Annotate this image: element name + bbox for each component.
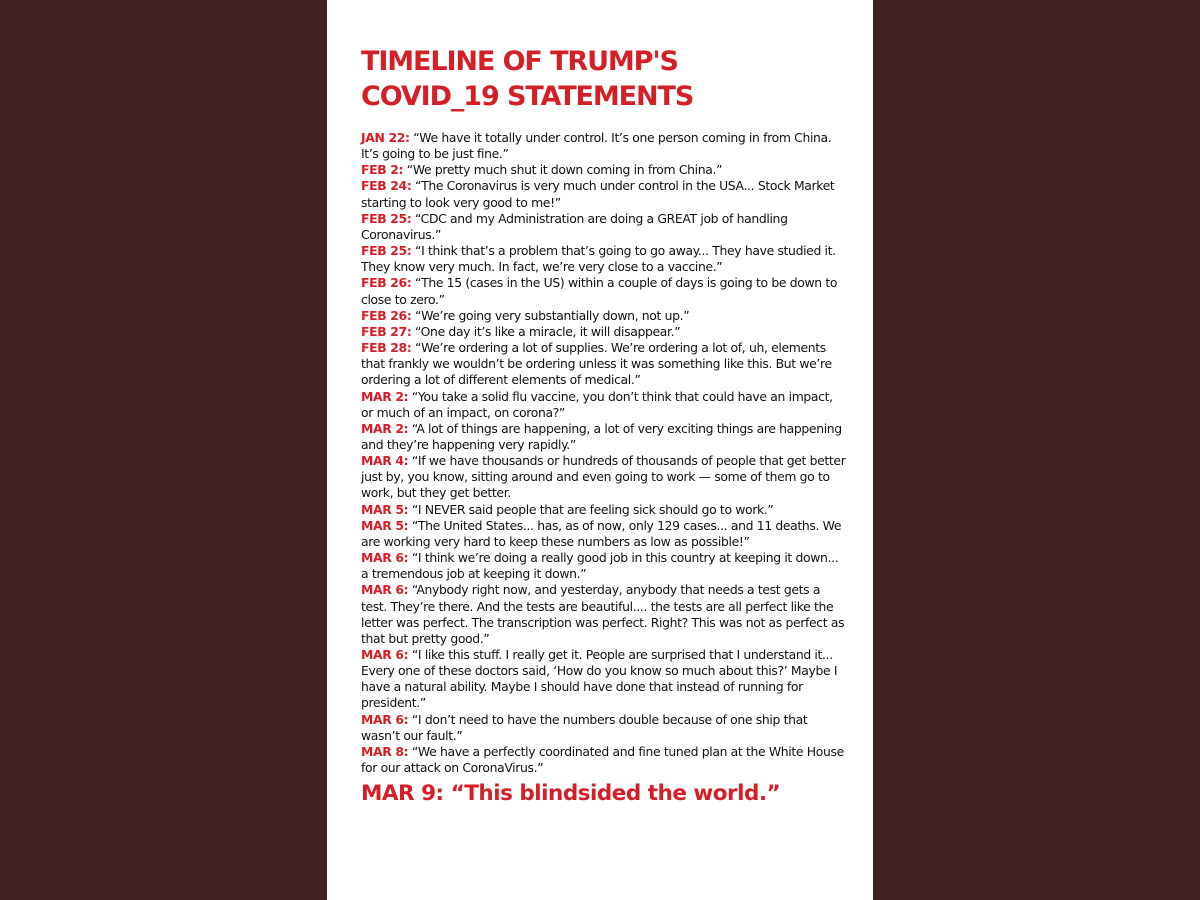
statement-quote: “We have a perfectly coordinated and fine tuned plan at the White House for our attack on CoronaVirus.” <box>361 743 844 776</box>
final-statement-date: MAR 9: <box>361 781 444 807</box>
statement-quote: “I don’t need to have the numbers double because of one ship that wasn’t our fault.” <box>361 711 808 743</box>
statement-date: MAR 2: <box>361 388 409 404</box>
statement-date: MAR 5: <box>361 501 409 517</box>
statement-quote: “The 15 (cases in the US) within a couple of days is going to be down to close to zero.” <box>361 275 838 307</box>
statement-quote: “A lot of things are happening, a lot of very exciting things are happening and they’re happening very rapidly.” <box>361 420 842 452</box>
statement-date: JAN 22: <box>361 130 410 145</box>
statement-entry <box>361 162 847 178</box>
statement-date: FEB 25: <box>361 243 412 259</box>
title-line-2: COVID_19 STATEMENTS <box>361 81 694 112</box>
statement-entry <box>361 130 847 162</box>
statement-quote: “One day it’s like a miracle, it will disappear.” <box>415 323 681 339</box>
statement-date: MAR 2: <box>361 420 409 436</box>
statement-entry <box>361 744 847 776</box>
statement-entry <box>361 211 847 243</box>
statement-entry <box>361 502 847 518</box>
statement-quote: “I like this stuff. I really get it. People are surprised that I understand it... Every one of these doctors said, ‘How do you know so much about this?’ Maybe I have a natural ability. Maybe I should have done that instead of running for president.” <box>361 647 838 711</box>
statement-entry <box>361 550 847 582</box>
statement-quote: “You take a solid flu vaccine, you don’t think that could have an impact, or much of an impact, on corona?” <box>361 388 833 420</box>
statement-list <box>361 130 847 776</box>
statement-entry <box>361 308 847 324</box>
statement-quote: “The Coronavirus is very much under control in the USA... Stock Market starting to look very good to me!” <box>361 178 835 210</box>
statement-entry <box>361 647 847 712</box>
statement-entry <box>361 712 847 744</box>
statement-date: FEB 26: <box>361 307 412 323</box>
statement-date: MAR 6: <box>361 550 409 566</box>
statement-entry <box>361 453 847 501</box>
document-page <box>327 0 873 900</box>
statement-quote: “We’re going very substantially down, not up.” <box>415 307 690 323</box>
statement-date: FEB 27: <box>361 323 412 339</box>
statement-date: MAR 6: <box>361 647 409 662</box>
statement-date: MAR 6: <box>361 711 409 727</box>
statement-entry <box>361 340 847 388</box>
statement-quote: “We’re ordering a lot of supplies. We’re ordering a lot of, uh, elements that frankly we wouldn’t be ordering unless it was something like this. But we’re ordering a lot of different elements of medical.” <box>361 340 832 388</box>
statement-date: MAR 6: <box>361 582 409 598</box>
statement-entry <box>361 275 847 307</box>
statement-quote: “I think we’re doing a really good job in this country at keeping it down... a tremendous job at keeping it down.” <box>361 550 839 582</box>
statement-entry <box>361 518 847 550</box>
statement-quote: “I NEVER said people that are feeling sick should go to work.” <box>411 501 774 517</box>
statement-date: MAR 4: <box>361 453 409 469</box>
final-statement <box>361 780 847 808</box>
statement-entry <box>361 421 847 453</box>
statement-date: FEB 28: <box>361 340 412 356</box>
statement-date: FEB 26: <box>361 275 412 291</box>
statement-date: FEB 2: <box>361 162 404 178</box>
document-title <box>361 44 847 114</box>
statement-quote: “We pretty much shut it down coming in from China.” <box>406 162 723 178</box>
statement-entry <box>361 324 847 340</box>
statement-entry <box>361 389 847 421</box>
statement-quote: “We have it totally under control. It’s one person coming in from China. It’s going to be just fine.” <box>361 130 832 162</box>
final-statement-quote: “This blindsided the world.” <box>450 781 781 807</box>
statement-quote: “I think that’s a problem that’s going to go away... They have studied it. They know very much. In fact, we’re very close to a vaccine.” <box>361 243 836 275</box>
statement-quote: “Anybody right now, and yesterday, anybody that needs a test gets a test. They’re there. And the tests are beautiful.... the tests are all perfect like the letter was perfect. The transcription was perfect. Right? This was not as perfect as that but pretty good.” <box>361 582 845 646</box>
statement-entry <box>361 178 847 210</box>
statement-date: FEB 25: <box>361 210 412 226</box>
statement-date: FEB 24: <box>361 178 412 194</box>
statement-entry <box>361 243 847 275</box>
statement-quote: “CDC and my Administration are doing a GREAT job of handling Coronavirus.” <box>361 210 788 242</box>
statement-quote: “If we have thousands or hundreds of thousands of people that get better just by, you know, sitting around and even going to work — some of them go to work, but they get better. <box>361 453 846 501</box>
statement-date: MAR 8: <box>361 743 409 759</box>
title-line-1: TIMELINE OF TRUMP'S <box>361 46 678 77</box>
statement-date: MAR 5: <box>361 517 409 533</box>
statement-quote: “The United States... has, as of now, only 129 cases... and 11 deaths. We are working very hard to keep these numbers as low as possible!” <box>361 517 842 549</box>
statement-entry <box>361 582 847 647</box>
